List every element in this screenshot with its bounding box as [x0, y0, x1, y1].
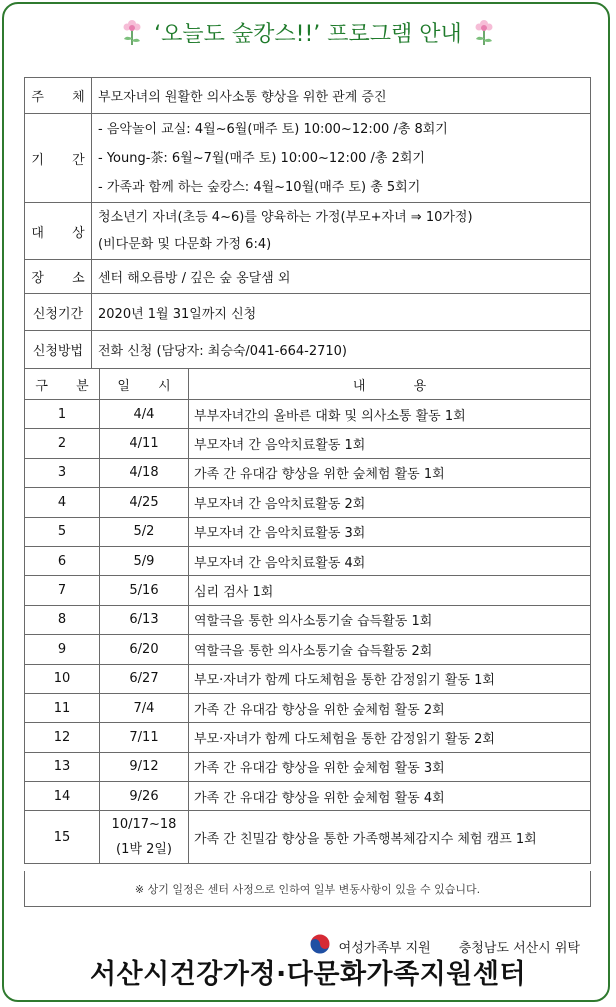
notice-text: ※ 상기 일정은 센터 사정으로 인하여 일부 변동사항이 있을 수 있습니다.: [24, 871, 591, 907]
row-no: 4: [25, 488, 100, 517]
schedule-row: [25, 782, 591, 811]
row-date-main: 5/9: [133, 553, 155, 569]
row-no: 11: [25, 693, 100, 722]
row-no: 14: [25, 782, 100, 811]
info-label: 장 소: [25, 260, 92, 294]
info-value: 부모자녀의 원활한 의사소통 향상을 위한 관계 증진: [92, 78, 591, 114]
info-label: 기 간: [25, 114, 92, 203]
row-date-main: 7/11: [129, 729, 159, 745]
row-date: [100, 664, 189, 693]
schedule-row: [25, 664, 591, 693]
row-no: 9: [25, 635, 100, 664]
schedule-row: [25, 400, 591, 429]
schedule-row: [25, 546, 591, 575]
row-date: [100, 693, 189, 722]
row-content: 부모·자녀가 함께 다도체험을 통한 감정읽기 활동 2회: [189, 723, 591, 752]
row-content: 부모자녀 간 음악치료활동 2회: [189, 488, 591, 517]
row-date: [100, 782, 189, 811]
header-content: 내 용: [189, 369, 591, 400]
schedule-row: [25, 488, 591, 517]
info-row-apply-period: [25, 294, 591, 331]
schedule-row: [25, 811, 591, 864]
info-value: [92, 114, 591, 203]
row-date: [100, 752, 189, 781]
row-date-sub: (1박 2일): [116, 842, 172, 858]
row-content: 가족 간 친밀감 향상을 통한 가족행복체감지수 체험 캠프 1회: [189, 811, 591, 864]
schedule-row: [25, 752, 591, 781]
row-date: [100, 635, 189, 664]
period-line: - Young-茶: 6월~7월(매주 토) 10:00~12:00 /총 2회기: [98, 150, 425, 166]
row-no: 3: [25, 458, 100, 487]
row-date-main: 5/16: [129, 583, 159, 599]
target-line: 청소년기 자녀(초등 4~6)를 양육하는 가정(부모+자녀 ⇒ 10가정): [98, 210, 473, 225]
row-content: 심리 검사 1회: [189, 576, 591, 605]
support-text: 여성가족부 지원: [338, 940, 431, 956]
flower-left-icon: [120, 18, 144, 46]
row-content: 가족 간 유대감 향상을 위한 숲체험 활동 1회: [189, 458, 591, 487]
info-table: [24, 77, 591, 369]
row-date: [100, 546, 189, 575]
row-date-main: 9/26: [129, 788, 159, 804]
row-content: 가족 간 유대감 향상을 위한 숲체험 활동 3회: [189, 752, 591, 781]
info-value: [92, 203, 591, 260]
row-date: [100, 488, 189, 517]
row-date: [100, 811, 189, 864]
row-content: 역할극을 통한 의사소통기술 습득활동 2회: [189, 635, 591, 664]
header-no: 구 분: [25, 369, 100, 400]
schedule-row: [25, 605, 591, 634]
info-row-target: [25, 203, 591, 260]
row-no: 13: [25, 752, 100, 781]
row-no: 5: [25, 517, 100, 546]
info-label: 신청방법: [25, 331, 92, 369]
schedule-row: [25, 576, 591, 605]
row-date-main: 5/2: [133, 524, 155, 540]
row-content: 부모자녀 간 음악치료활동 1회: [189, 429, 591, 458]
row-date-main: 6/13: [129, 612, 159, 628]
row-date: [100, 605, 189, 634]
schedule-table: [24, 368, 591, 864]
row-content: 역할극을 통한 의사소통기술 습득활동 1회: [189, 605, 591, 634]
title-row: [0, 10, 616, 54]
info-label: 신청기간: [25, 294, 92, 331]
info-label: 주 체: [25, 78, 92, 114]
row-date-main: 9/12: [129, 759, 159, 775]
row-content: 부모·자녀가 함께 다도체험을 통한 감정읽기 활동 1회: [189, 664, 591, 693]
period-line: - 가족과 함께 하는 숲캉스: 4월~10월(매주 토) 총 5회기: [98, 179, 421, 195]
row-no: 10: [25, 664, 100, 693]
schedule-row: [25, 693, 591, 722]
info-row-subject: [25, 78, 591, 114]
page-title: ‘오늘도 숲캉스!!’ 프로그램 안내: [154, 21, 462, 47]
schedule-row: [25, 723, 591, 752]
row-no: 15: [25, 811, 100, 864]
target-line: (비다문화 및 다문화 가정 6:4): [98, 237, 272, 252]
row-no: 7: [25, 576, 100, 605]
schedule-row: [25, 429, 591, 458]
row-no: 6: [25, 546, 100, 575]
row-content: 부모자녀 간 음악치료활동 4회: [189, 546, 591, 575]
consign-text: 충청남도 서산시 위탁: [458, 940, 580, 956]
row-no: 2: [25, 429, 100, 458]
row-date: [100, 723, 189, 752]
row-content: 부부자녀간의 올바른 대화 및 의사소통 활동 1회: [189, 400, 591, 429]
flower-right-icon: [472, 18, 496, 46]
info-row-period: [25, 114, 591, 203]
row-content: 가족 간 유대감 향상을 위한 숲체험 활동 2회: [189, 693, 591, 722]
row-no: 8: [25, 605, 100, 634]
row-date-main: 6/20: [129, 641, 159, 657]
row-no: 12: [25, 723, 100, 752]
row-date: [100, 517, 189, 546]
row-content: 부모자녀 간 음악치료활동 3회: [189, 517, 591, 546]
info-value: 2020년 1월 31일까지 신청: [92, 294, 591, 331]
info-row-apply-method: [25, 331, 591, 369]
row-content: 가족 간 유대감 향상을 위한 숲체험 활동 4회: [189, 782, 591, 811]
row-date-main: 4/4: [133, 406, 155, 422]
schedule-row: [25, 635, 591, 664]
row-date-main: 4/18: [129, 465, 159, 481]
schedule-row: [25, 458, 591, 487]
header-date: 일 시: [100, 369, 189, 400]
row-date-main: 4/11: [129, 436, 159, 452]
row-date: [100, 400, 189, 429]
period-line: - 음악놀이 교실: 4월~6월(매주 토) 10:00~12:00 /총 8회기: [98, 121, 448, 137]
info-label: 대 상: [25, 203, 92, 260]
info-value: 전화 신청 (담당자: 최승숙/041-664-2710): [92, 331, 591, 369]
center-name: 서산시건강가정·다문화가족지원센터: [89, 959, 527, 990]
row-date: [100, 576, 189, 605]
schedule-row: [25, 517, 591, 546]
row-date-main: 4/25: [129, 494, 159, 510]
row-date: [100, 429, 189, 458]
info-value: 센터 해오름방 / 깊은 숲 옹달샘 외: [92, 260, 591, 294]
row-date-main: 10/17~18: [111, 817, 177, 833]
info-row-place: [25, 260, 591, 294]
row-date: [100, 458, 189, 487]
row-date-main: 6/27: [129, 671, 159, 687]
schedule-header-row: [25, 369, 591, 400]
row-no: 1: [25, 400, 100, 429]
row-date-main: 7/4: [133, 700, 155, 716]
